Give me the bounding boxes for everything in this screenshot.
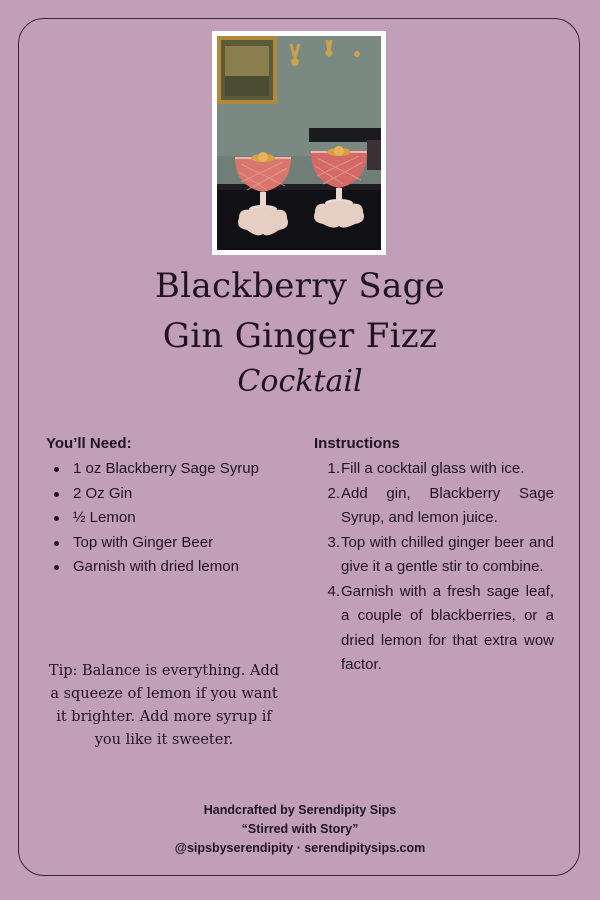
- ingredient-item: Garnish with dried lemon: [46, 555, 259, 580]
- cocktail-photo: [212, 31, 386, 255]
- step-number: 4.: [327, 582, 340, 600]
- ingredients-heading: You’ll Need:: [46, 435, 132, 452]
- instruction-step: [314, 580, 554, 678]
- tip-text: Tip: Balance is everything. Add a squeeze of lemon if you want it brighter. Add more syrup if you like it sweeter.: [48, 663, 280, 748]
- ingredient-item: 2 Oz Gin: [46, 482, 259, 507]
- instructions-heading: Instructions: [314, 435, 400, 452]
- footer-credit: Handcrafted by Serendipity Sips: [203, 803, 397, 817]
- step-number: 3.: [327, 533, 340, 551]
- step-number: 2.: [327, 484, 340, 502]
- step-text: Top with chilled ginger beer and give it a gentle stir to combine.: [341, 533, 554, 575]
- ingredient-item: 1 oz Blackberry Sage Syrup: [46, 457, 259, 482]
- instruction-step: [314, 457, 554, 482]
- recipe-title-line-2: Gin Ginger Fizz: [162, 316, 438, 356]
- recipe-subtitle: Cocktail: [237, 364, 363, 399]
- footer-tagline: “Stirred with Story”: [241, 822, 359, 836]
- step-number: 1.: [327, 460, 340, 477]
- recipe-title-line-1: Blackberry Sage: [154, 266, 446, 306]
- instruction-step: [314, 531, 554, 580]
- ingredient-item: Top with Ginger Beer: [46, 531, 259, 556]
- instructions-list: [314, 457, 554, 678]
- step-text: Add gin, Blackberry Sage Syrup, and lemon juice.: [341, 484, 554, 526]
- step-text: Fill a cocktail glass with ice.: [341, 460, 525, 477]
- step-text: Garnish with a fresh sage leaf, a couple of blackberries, or a dried lemon for that extra wow factor.: [341, 582, 554, 673]
- ingredient-item: ½ Lemon: [46, 506, 259, 531]
- footer-contact: @sipsbyserendipity · serendipitysips.com: [174, 841, 426, 855]
- instruction-step: [314, 482, 554, 531]
- ingredients-list: [46, 457, 259, 580]
